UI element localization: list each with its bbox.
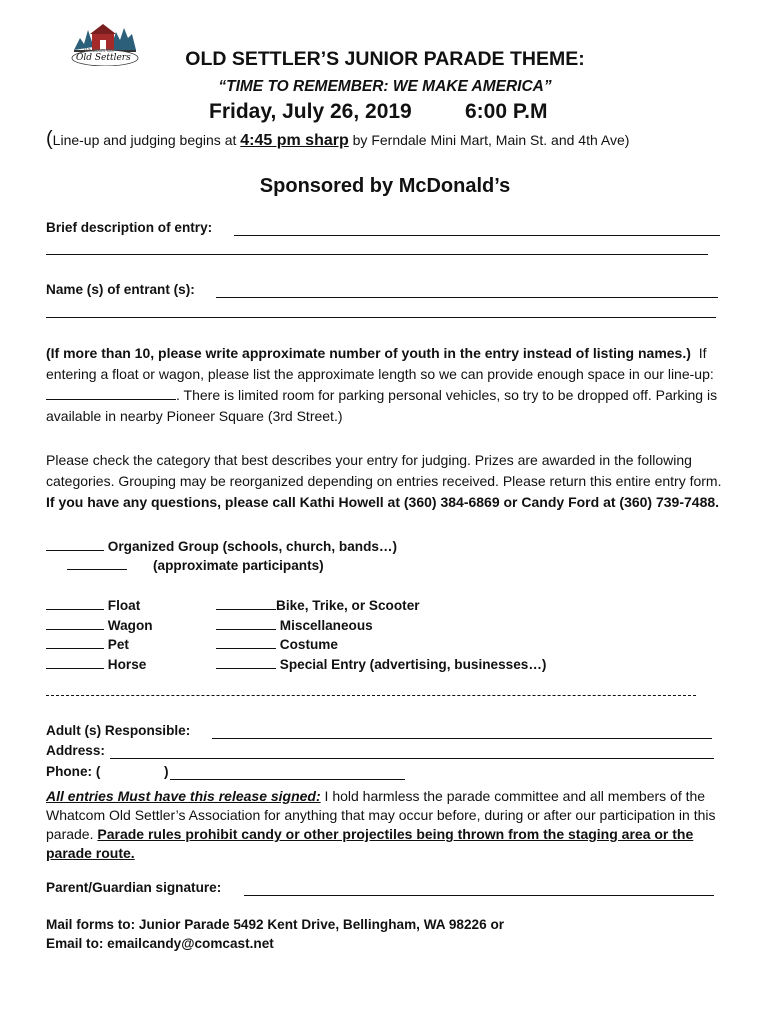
option-special xyxy=(216,655,546,675)
option-approx xyxy=(67,557,324,573)
names-line-2[interactable] xyxy=(46,317,716,318)
bike-blank[interactable] xyxy=(216,597,276,610)
special-blank[interactable] xyxy=(216,656,276,669)
costume-label: Costume xyxy=(279,637,338,652)
float-blank[interactable] xyxy=(46,597,104,610)
option-wagon xyxy=(46,616,153,636)
lineup-open-paren: ( xyxy=(46,128,53,150)
lineup-post: by Ferndale Mini Mart, Main St. and 4th Ave) xyxy=(348,132,630,148)
category-text: Please check the category that best describes your entry for judging. Prizes are awarded in the following categories. Grouping may be reorganized depending on entries received. Please return this entire entry form. xyxy=(46,452,722,489)
approx-blank[interactable] xyxy=(67,557,127,570)
misc-label: Miscellaneous xyxy=(279,617,373,633)
costume-blank[interactable] xyxy=(216,636,276,649)
lineup-info xyxy=(46,128,629,151)
option-float xyxy=(46,596,153,616)
signature-line[interactable] xyxy=(244,895,714,896)
options-right xyxy=(216,596,546,674)
notes-bold: (If more than 10, please write approximate number of youth in the entry instead of listing names.) xyxy=(46,345,691,361)
event-date: Friday, July 26, 2019 xyxy=(209,100,412,123)
signature-label: Parent/Guardian signature: xyxy=(46,880,222,895)
release-text: I hold harmless the parade committee and all members of the Whatcom Old Settler’s Association for anything that may occur before, during or after our participation in this parade. xyxy=(46,788,716,842)
description-label: Brief description of entry: xyxy=(46,220,213,235)
misc-blank[interactable] xyxy=(216,617,276,630)
options-left xyxy=(46,596,153,674)
contact-info: If you have any questions, please call Kathi Howell at (360) 384-6869 or Candy Ford at (360) 739-7488. xyxy=(46,494,720,510)
description-line-2[interactable] xyxy=(46,254,708,255)
release-paragraph xyxy=(46,787,726,863)
option-bike xyxy=(216,596,546,616)
email-address[interactable]: Email to: emailcandy@comcast.net xyxy=(46,936,274,951)
event-time: 6:00 P.M xyxy=(465,100,548,123)
float-label: Float xyxy=(107,598,141,613)
organized-label: Organized Group (schools, church, bands…) xyxy=(107,539,398,554)
release-heading: All entries Must have this release signed: xyxy=(46,788,321,804)
special-label: Special Entry (advertising, businesses…) xyxy=(279,656,547,672)
phone-open-label: Phone: ( xyxy=(46,764,101,779)
names-label: Name (s) of entrant (s): xyxy=(46,282,195,297)
logo-top-text: Whatcom Co. xyxy=(84,48,115,54)
option-misc xyxy=(216,616,546,636)
option-horse xyxy=(46,655,153,675)
parade-theme: “TIME TO REMEMBER: WE MAKE AMERICA” xyxy=(218,78,552,95)
bike-label: Bike, Trike, or Scooter xyxy=(276,598,420,613)
horse-label: Horse xyxy=(107,656,147,672)
logo-main-text: Old Settlers xyxy=(76,53,131,63)
lineup-pre: Line-up and judging begins at xyxy=(52,132,241,148)
wagon-blank[interactable] xyxy=(46,617,104,630)
phone-close-label: ) xyxy=(164,764,169,779)
names-line-1[interactable] xyxy=(216,297,718,298)
address-line[interactable] xyxy=(110,758,714,759)
lineup-time: 4:45 pm sharp xyxy=(240,132,349,149)
notes-text-2: . There is limited room for parking personal vehicles, so try to be dropped off. Parking is available in nearby Pioneer Square (3rd Street.) xyxy=(46,387,718,424)
length-blank[interactable] xyxy=(46,387,176,400)
pet-label: Pet xyxy=(107,637,129,652)
page-title: OLD SETTLER’S JUNIOR PARADE THEME: xyxy=(185,48,585,70)
wagon-label: Wagon xyxy=(107,617,153,633)
organized-blank[interactable] xyxy=(46,538,104,551)
notes-paragraph xyxy=(46,343,726,427)
horse-blank[interactable] xyxy=(46,656,104,669)
option-organized xyxy=(46,538,397,554)
option-pet xyxy=(46,635,153,655)
adult-line[interactable] xyxy=(212,738,712,739)
notes-text-1: If entering a float or wagon, please list the approximate length so we can provide enough space in our line-up: xyxy=(46,345,714,382)
phone-line[interactable] xyxy=(170,779,405,780)
cut-divider xyxy=(46,695,696,696)
adult-label: Adult (s) Responsible: xyxy=(46,723,191,738)
address-label: Address: xyxy=(46,743,105,758)
description-line-1[interactable] xyxy=(234,235,720,236)
option-costume xyxy=(216,635,546,655)
pet-blank[interactable] xyxy=(46,636,104,649)
release-rules: Parade rules prohibit candy or other projectiles being thrown from the staging area or the parade route. xyxy=(46,826,694,861)
approx-label: (approximate participants) xyxy=(153,558,324,573)
mail-address: Mail forms to: Junior Parade 5492 Kent Drive, Bellingham, WA 98226 or xyxy=(46,917,505,932)
sponsor: Sponsored by McDonald’s xyxy=(259,175,511,197)
category-paragraph xyxy=(46,450,726,513)
